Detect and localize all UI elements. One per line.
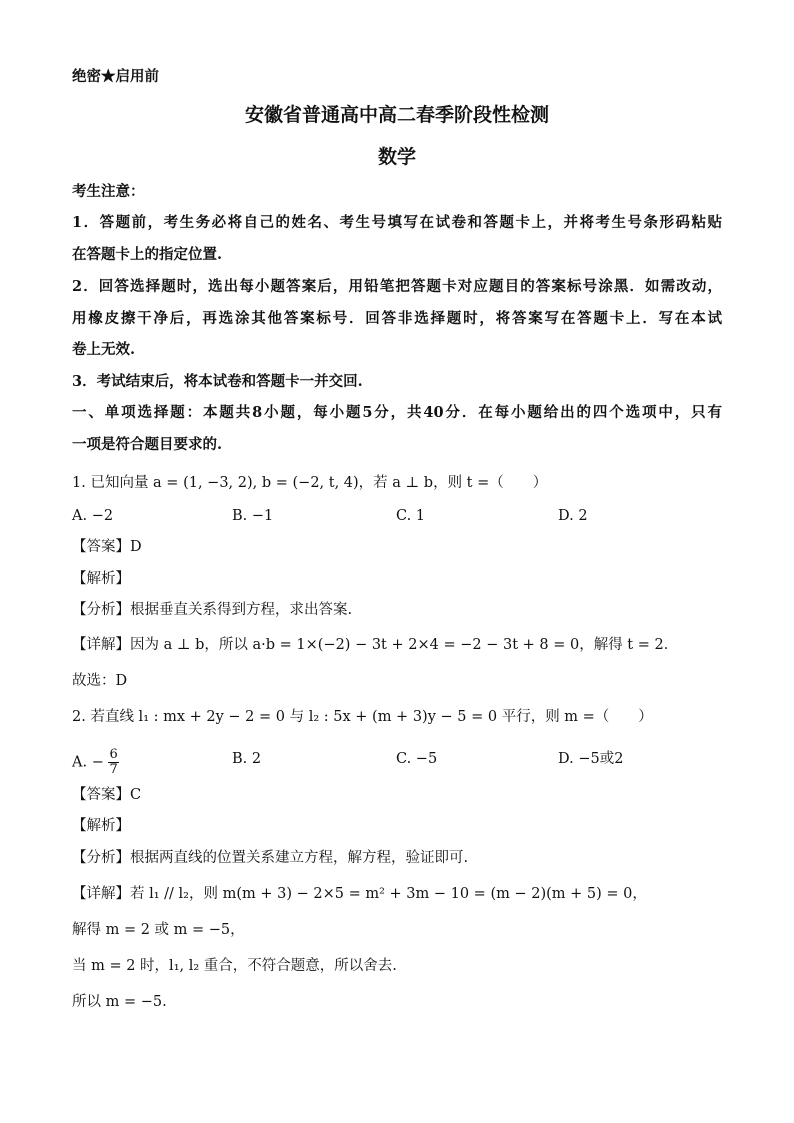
q1-stem: 1. 已知向量 a = (1, −3, 2), b = (−2, t, 4)，若 a ⊥ b，则 t =（ ） xyxy=(72,475,548,491)
q2-option-a-fraction xyxy=(108,748,118,777)
q2-option-a-numerator: 6 xyxy=(109,747,118,762)
q1-detail: 【详解】因为 a ⊥ b，所以 a·b = 1×(−2) − 3t + 2×4 = −2 − 3t + 8 = 0，解得 t = 2． xyxy=(72,637,679,653)
q1-answer: 【答案】D xyxy=(72,539,142,555)
notice-item-3-line-1: 3．考试结束后，将本试卷和答题卡一并交回. xyxy=(72,373,363,390)
q2-option-a-prefix: A. − xyxy=(72,754,104,771)
notice-item-2-line-1: 2．回答选择题时，选出每小题答案后，用铅笔把答题卡对应题目的答案标号涂黑．如需改动， xyxy=(72,278,722,295)
q1-option-a: A. −2 xyxy=(72,508,114,524)
q2-analysis: 【分析】根据两直线的位置关系建立方程，解方程，验证即可. xyxy=(72,850,469,866)
notice-item-1-line-1: 1．答题前，考生务必将自己的姓名、考生号填写在试卷和答题卡上，并将考生号条形码粘贴 xyxy=(72,214,722,231)
q2-check: 当 m = 2 时，l₁, l₂ 重合，不符合题意，所以舍去. xyxy=(72,958,397,974)
notice-item-2-line-2: 用橡皮擦干净后，再选涂其他答案标号．回答非选择题时，将答案写在答题卡上．写在本试 xyxy=(72,310,722,327)
q1-option-c: C. 1 xyxy=(396,508,426,524)
q2-option-d: D. −5或2 xyxy=(558,751,624,767)
q2-stem: 2. 若直线 l₁ : mx + 2y − 2 = 0 与 l₂ : 5x + (m + 3)y − 5 = 0 平行，则 m =（ ） xyxy=(72,709,653,725)
q1-option-b: B. −1 xyxy=(232,508,274,524)
exam-title: 安徽省普通高中高二春季阶段性检测 xyxy=(244,104,549,126)
q2-option-c: C. −5 xyxy=(396,751,438,767)
q1-analysis-tag: 【解析】 xyxy=(72,571,130,587)
secret-label: 绝密★启用前 xyxy=(72,68,159,85)
q2-final: 所以 m = −5. xyxy=(72,994,167,1010)
q2-solve: 解得 m = 2 或 m = −5， xyxy=(72,922,245,938)
q2-option-b: B. 2 xyxy=(232,751,262,767)
q1-analysis: 【分析】根据垂直关系得到方程，求出答案. xyxy=(72,602,353,618)
q2-analysis-tag: 【解析】 xyxy=(72,818,130,834)
notice-heading: 考生注意： xyxy=(72,183,145,200)
section-heading-line-2: 一项是符合题目要求的. xyxy=(72,436,223,453)
notice-item-2-line-3: 卷上无效. xyxy=(72,341,136,358)
q1-conclusion: 故选：D xyxy=(72,673,128,689)
subject-title: 数学 xyxy=(377,146,416,168)
section-heading-line-1: 一、单项选择题：本题共8小题，每小题5分，共40分．在每小题给出的四个选项中，只有 xyxy=(72,404,722,421)
q1-option-d: D. 2 xyxy=(558,508,588,524)
q2-answer: 【答案】C xyxy=(72,787,142,803)
q2-option-a-denominator: 7 xyxy=(109,762,118,777)
q2-option-a xyxy=(72,748,119,777)
q2-detail: 【详解】若 l₁ // l₂，则 m(m + 3) − 2×5 = m² + 3m − 10 = (m − 2)(m + 5) = 0， xyxy=(72,886,647,902)
notice-item-1-line-2: 在答题卡上的指定位置. xyxy=(72,246,223,263)
